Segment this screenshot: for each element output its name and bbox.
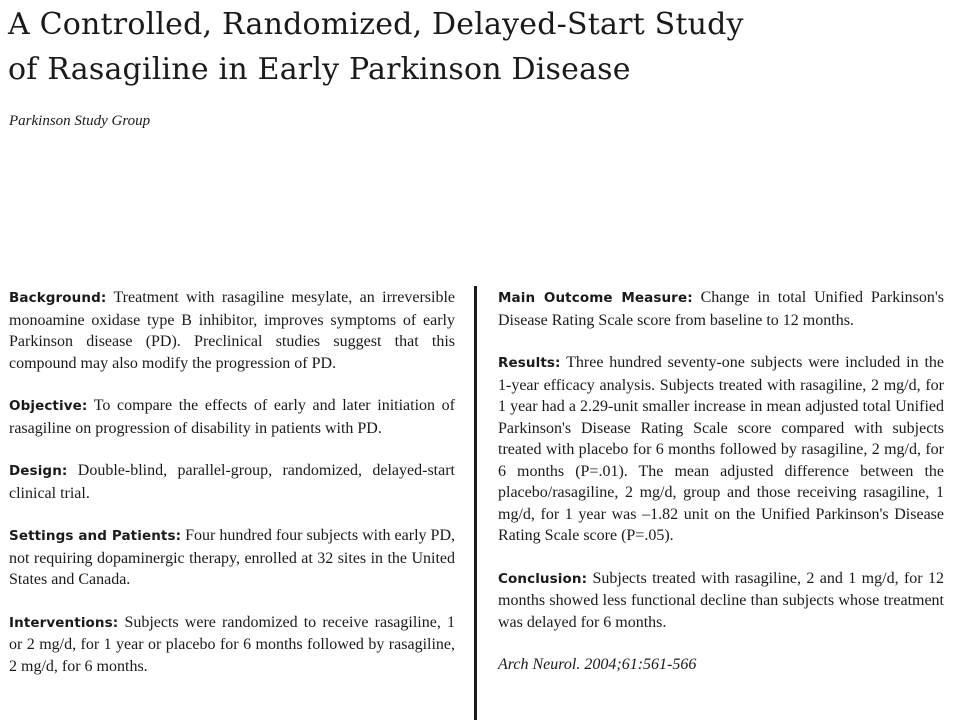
section-label: Background:	[9, 290, 107, 306]
section-label: Design:	[9, 463, 68, 479]
section-label: Interventions:	[9, 614, 119, 631]
section-text: Double-blind, parallel-group, randomized, delayed-start clinical trial.	[9, 462, 455, 502]
citation: Arch Neurol. 2004;61:561-566	[498, 656, 697, 673]
section-label: Objective:	[9, 398, 88, 414]
article-title	[8, 2, 948, 92]
title-line-1: A Controlled, Randomized, Delayed-Start Study	[8, 7, 744, 42]
section-label: Main Outcome Measure:	[498, 290, 693, 306]
author-byline: Parkinson Study Group	[9, 113, 151, 129]
section-text: Change in total Unified Parkinson's Disease Rating Scale score from baseline to 12 months.	[498, 289, 945, 329]
abstract-right-column	[498, 287, 944, 692]
section-results	[498, 352, 944, 547]
section-text: Treatment with rasagiline mesylate, an irreversible monoamine oxidase type B inhibitor, improves symptoms of early Parkinson disease (PD). Preclinical studies suggest that this compound may also modify the progression of PD.	[9, 289, 455, 372]
section-text: Three hundred seventy-one subjects were included in the 1-year efficacy analysis. Subjects treated with rasagiline, 2 mg/d, for 1 year had a 2.29-unit smaller increase in mean adjusted total Unified Parkinson's Disease Rating Scale score compared with subjects treated with placebo for 6 months followed by rasagiline, 2 mg/d, for 6 months (P=.01). The mean adjusted difference between the placebo/rasagiline, 2 mg/d, group and those receiving rasagiline, 1 mg/d, for 1 year was –1.82 unit on the Unified Parkinson's Disease Rating Scale score (P=.05).	[498, 354, 944, 544]
section-label: Settings and Patients:	[9, 528, 182, 544]
section-text: Subjects were randomized to receive rasagiline, 1 or 2 mg/d, for 1 year or placebo for 6 months followed by rasagiline, 2 mg/d, for 6 months.	[9, 613, 455, 675]
section-background	[9, 287, 455, 374]
section-design	[9, 460, 455, 504]
section-main-outcome-measure	[498, 287, 944, 331]
column-divider	[474, 286, 477, 720]
section-objective	[9, 395, 455, 439]
section-label: Conclusion:	[498, 570, 588, 587]
section-conclusion	[498, 568, 944, 634]
section-interventions	[9, 612, 455, 678]
section-label: Results:	[498, 355, 561, 371]
abstract-left-column	[9, 287, 455, 698]
section-text: Subjects treated with rasagiline, 2 and 1 mg/d, for 12 months showed less functional decline than subjects whose treatment was delayed for 6 months.	[498, 569, 945, 631]
section-text: Four hundred four subjects with early PD, not requiring dopaminergic therapy, enrolled at 32 sites in the United States and Canada.	[9, 527, 456, 588]
section-settings-and-patients	[9, 525, 455, 591]
section-text: To compare the effects of early and later initiation of rasagiline on progression of disability in patients with PD.	[9, 397, 455, 437]
title-line-2: of Rasagiline in Early Parkinson Disease	[8, 52, 631, 87]
